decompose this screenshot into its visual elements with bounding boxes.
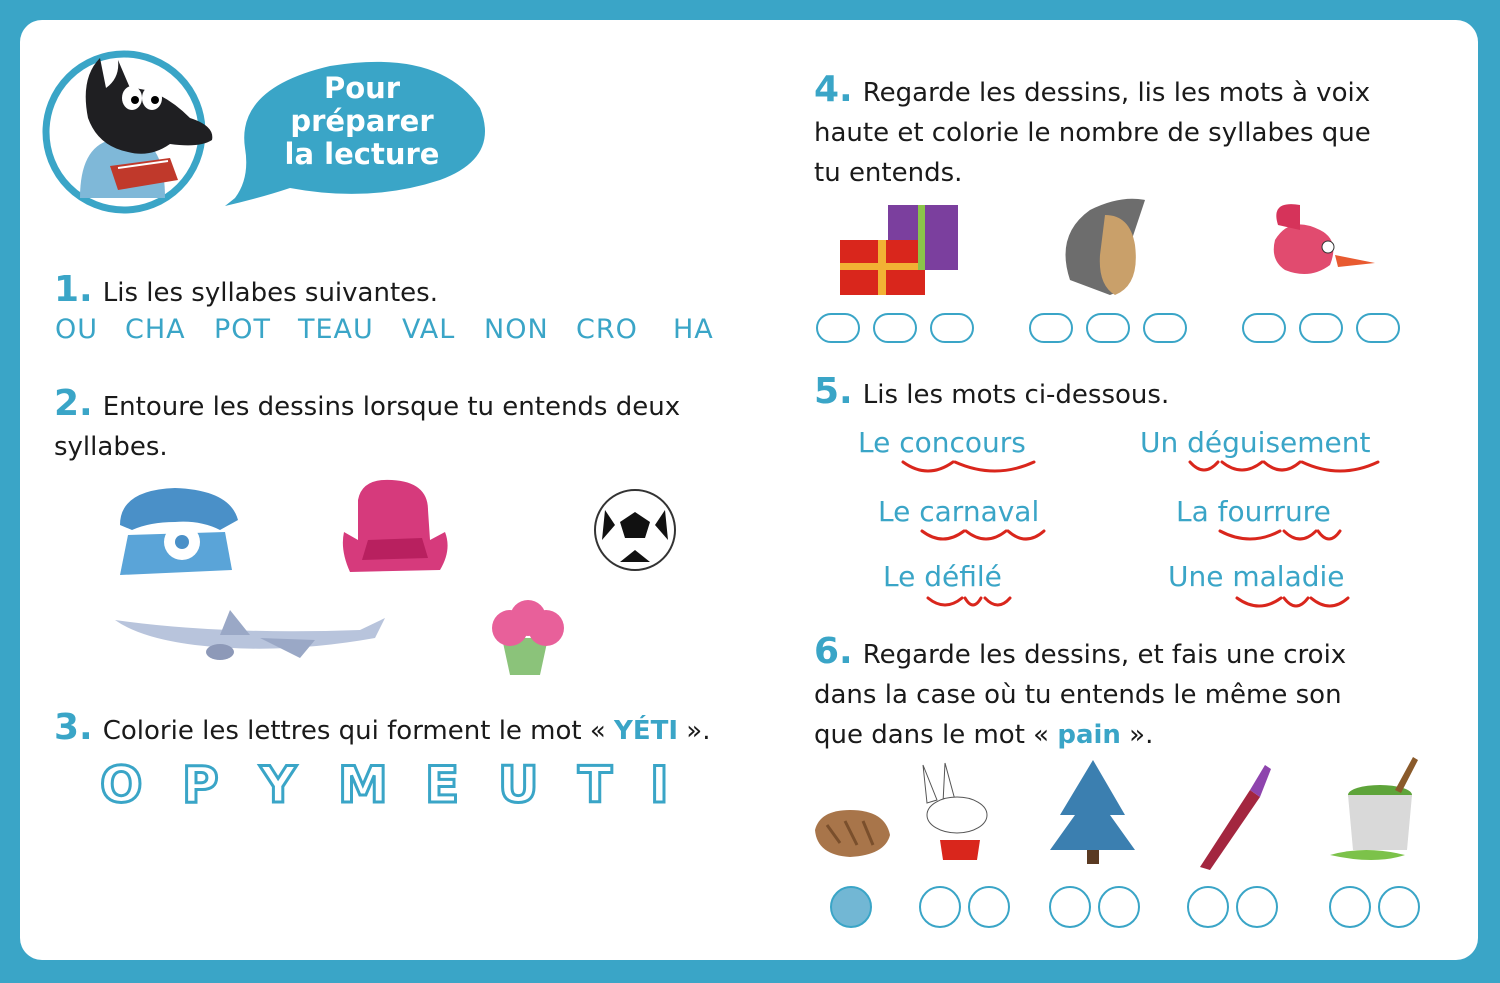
colorable-letter[interactable]: M xyxy=(338,756,388,814)
ex1-instruction: 1. Lis les syllabes suivantes. xyxy=(54,269,438,310)
ex2-number: 2. xyxy=(54,383,93,424)
syllable: NON xyxy=(484,314,549,345)
ex3-number: 3. xyxy=(54,707,93,748)
colorable-letter[interactable]: P xyxy=(182,756,219,814)
colorable-letter[interactable]: I xyxy=(650,756,669,814)
ex3-keyword: YÉTI xyxy=(614,716,679,746)
colorable-letter[interactable]: O xyxy=(100,756,143,814)
ex1-number: 1. xyxy=(54,269,93,310)
syllable: TEAU xyxy=(298,314,374,345)
ex6-instruction: 6. Regarde les dessins, et fais une croix dans la case où tu entends le même son que dans le mot « pain ». xyxy=(814,631,1347,750)
answer-circle[interactable] xyxy=(1098,886,1140,928)
fir-tree-icon xyxy=(1050,760,1135,864)
paint-pot-icon xyxy=(1330,757,1418,860)
answer-circle[interactable] xyxy=(830,886,872,928)
syllable: HA xyxy=(673,314,714,345)
ex5-instruction: 5. Lis les mots ci-dessous. xyxy=(814,371,1170,412)
ex4-number: 4. xyxy=(814,69,853,110)
ex4-instruction: 4. Regarde les dessins, lis les mots à voix haute et colorie le nombre de syllabes que tu entends. xyxy=(814,69,1371,188)
ex6-pictures xyxy=(805,755,1435,875)
bread-icon xyxy=(815,810,890,857)
colorable-letter[interactable]: U xyxy=(498,756,539,814)
word-item: Le concours xyxy=(858,426,1026,459)
answer-circle[interactable] xyxy=(1378,886,1420,928)
word-item: La fourrure xyxy=(1176,495,1331,528)
answer-circle[interactable] xyxy=(919,886,961,928)
ex2-instruction: 2. Entoure les dessins lorsque tu entends deux syllabes. xyxy=(54,383,681,462)
syllable: CRO xyxy=(576,314,638,345)
colorable-letter[interactable]: Y xyxy=(260,756,297,814)
ex5-number: 5. xyxy=(814,371,853,412)
ex3-instruction: 3. Colorie les lettres qui forment le mot « YÉTI ». xyxy=(54,707,711,748)
word-item: Un déguisement xyxy=(1140,426,1371,459)
answer-circle[interactable] xyxy=(1329,886,1371,928)
ex6-keyword: pain xyxy=(1057,720,1121,750)
answer-circle[interactable] xyxy=(1187,886,1229,928)
word-item: Une maladie xyxy=(1168,560,1345,593)
answer-circle[interactable] xyxy=(1236,886,1278,928)
word-item: Le défilé xyxy=(883,560,1002,593)
syllable: POT xyxy=(214,314,272,345)
answer-circle[interactable] xyxy=(968,886,1010,928)
rabbit-icon xyxy=(923,763,987,860)
ex6-number: 6. xyxy=(814,631,853,672)
colorable-letter[interactable]: E xyxy=(425,756,460,814)
syllable: OU xyxy=(55,314,99,345)
bubble-title: Pour préparer la lecture xyxy=(284,71,440,171)
syllable: VAL xyxy=(402,314,456,345)
word-item: Le carnaval xyxy=(878,495,1040,528)
syllable: CHA xyxy=(125,314,186,345)
answer-circle[interactable] xyxy=(1049,886,1091,928)
colorable-letter[interactable]: T xyxy=(578,756,613,814)
paintbrush-icon xyxy=(1200,765,1271,870)
